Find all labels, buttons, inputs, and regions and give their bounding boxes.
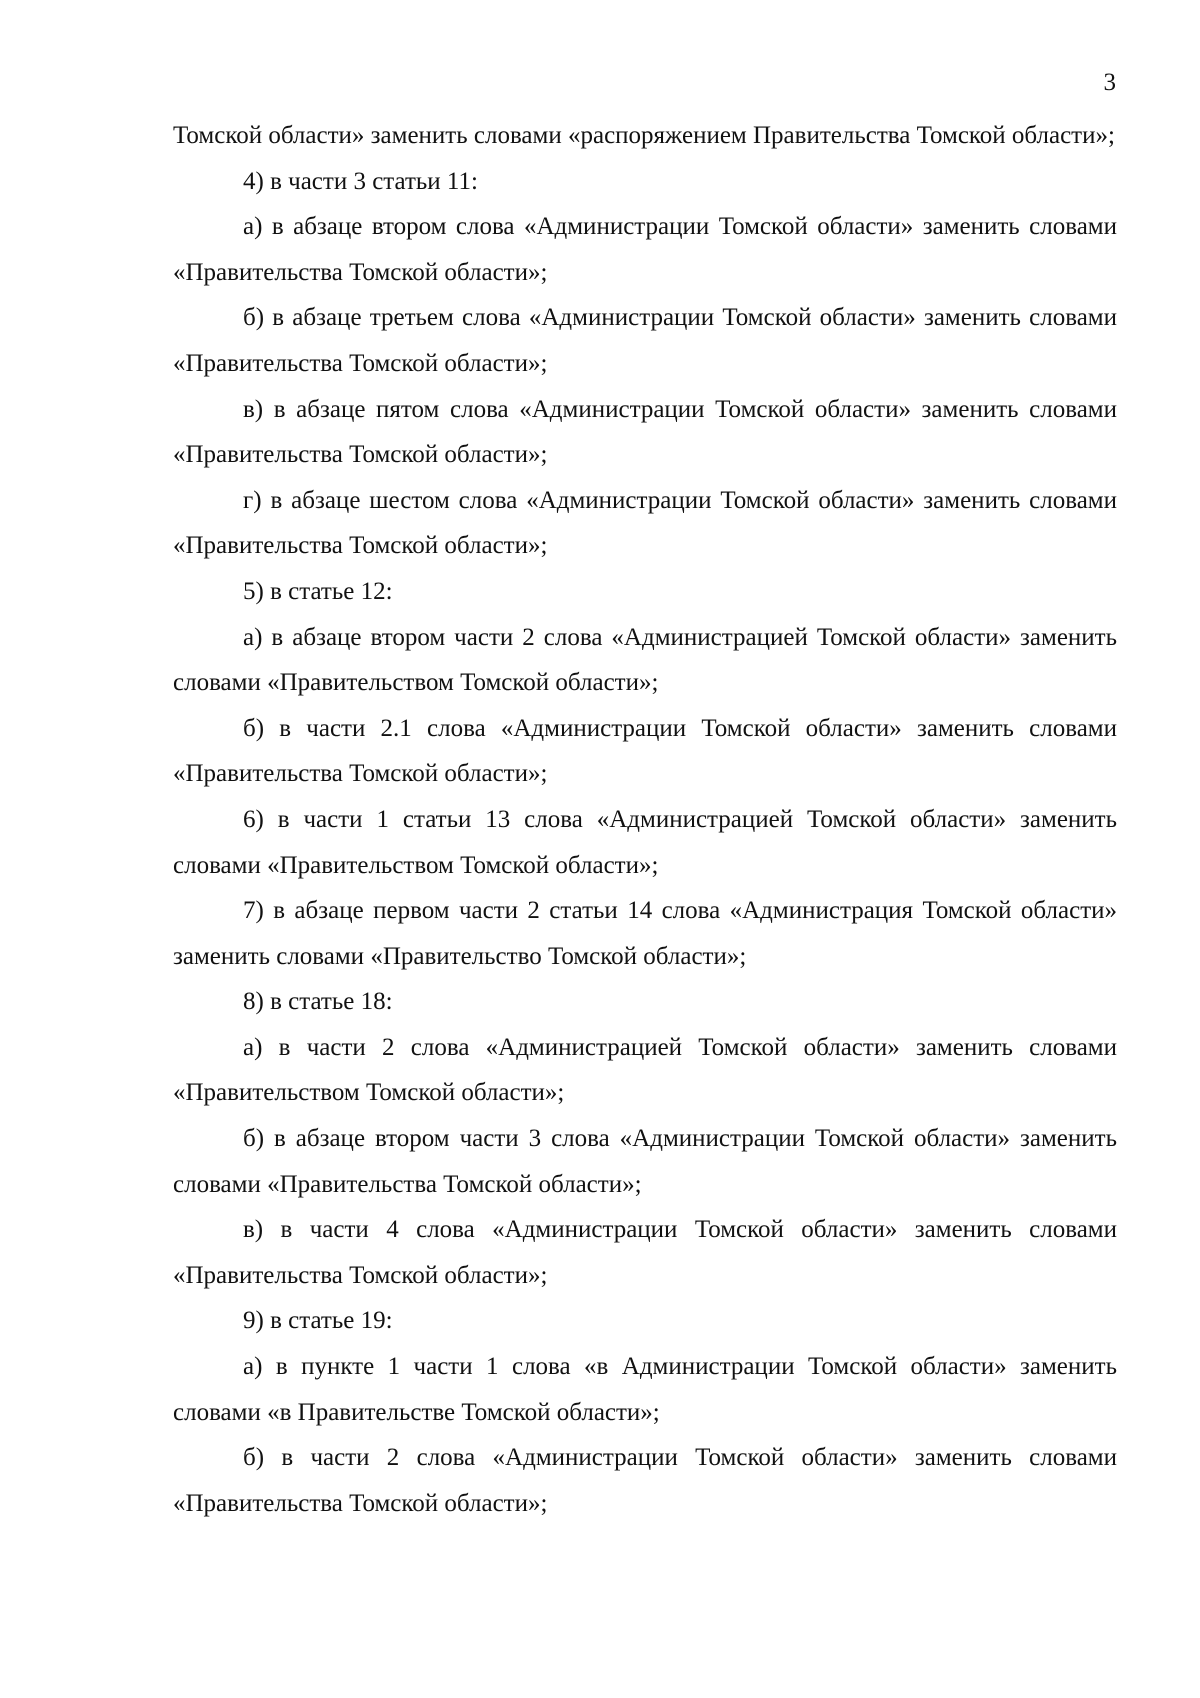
paragraph-item-9a: а) в пункте 1 части 1 слова «в Администрации Томской области» заменить словами «в Правительстве Томской области»; [173, 1353, 1117, 1426]
paragraph-item-4: 4) в части 3 статьи 11: [243, 167, 478, 195]
paragraph-item-8b: б) в абзаце втором части 3 слова «Администрации Томской области» заменить словами «Правительства Томской области»; [173, 1125, 1117, 1198]
paragraph-item-8a: а) в части 2 слова «Администрацией Томской области» заменить словами «Правительством Томской области»; [173, 1033, 1117, 1107]
paragraph-item-8v: в) в части 4 слова «Администрации Томской области» заменить словами «Правительства Томской области»; [173, 1216, 1117, 1289]
paragraph-item-6: 6) в части 1 статьи 13 слова «Администрацией Томской области» заменить словами «Правительством Томской области»; [173, 805, 1117, 879]
paragraph-item-4g: г) в абзаце шестом слова «Администрации Томской области» заменить словами «Правительства Томской области»; [173, 486, 1117, 560]
paragraph-item-5: 5) в статье 12: [243, 577, 393, 605]
paragraph-item-5a: а) в абзаце втором части 2 слова «Администрацией Томской области» заменить словами «Правительством Томской области»; [173, 623, 1117, 697]
paragraph-continuation: Томской области» заменить словами «распоряжением Правительства Томской области»; [173, 122, 1115, 149]
paragraph-item-7: 7) в абзаце первом части 2 статьи 14 слова «Администрация Томской области» заменить словами «Правительство Томской области»; [173, 897, 1117, 970]
page-number: 3 [1103, 69, 1116, 96]
paragraph-item-5b: б) в части 2.1 слова «Администрации Томской области» заменить словами «Правительства Томской области»; [173, 714, 1117, 788]
paragraph-item-9b: б) в части 2 слова «Администрации Томской области» заменить словами «Правительства Томской области»; [173, 1444, 1117, 1517]
paragraph-item-4b: б) в абзаце третьем слова «Администрации Томской области» заменить словами «Правительства Томской области»; [173, 304, 1117, 377]
paragraph-item-4a: а) в абзаце втором слова «Администрации Томской области» заменить словами «Правительства Томской области»; [173, 213, 1117, 286]
paragraph-item-4v: в) в абзаце пятом слова «Администрации Томской области» заменить словами «Правительства Томской области»; [173, 395, 1117, 469]
paragraph-item-8: 8) в статье 18: [243, 988, 393, 1016]
paragraph-item-9: 9) в статье 19: [243, 1307, 393, 1335]
document-body [173, 113, 1117, 1526]
